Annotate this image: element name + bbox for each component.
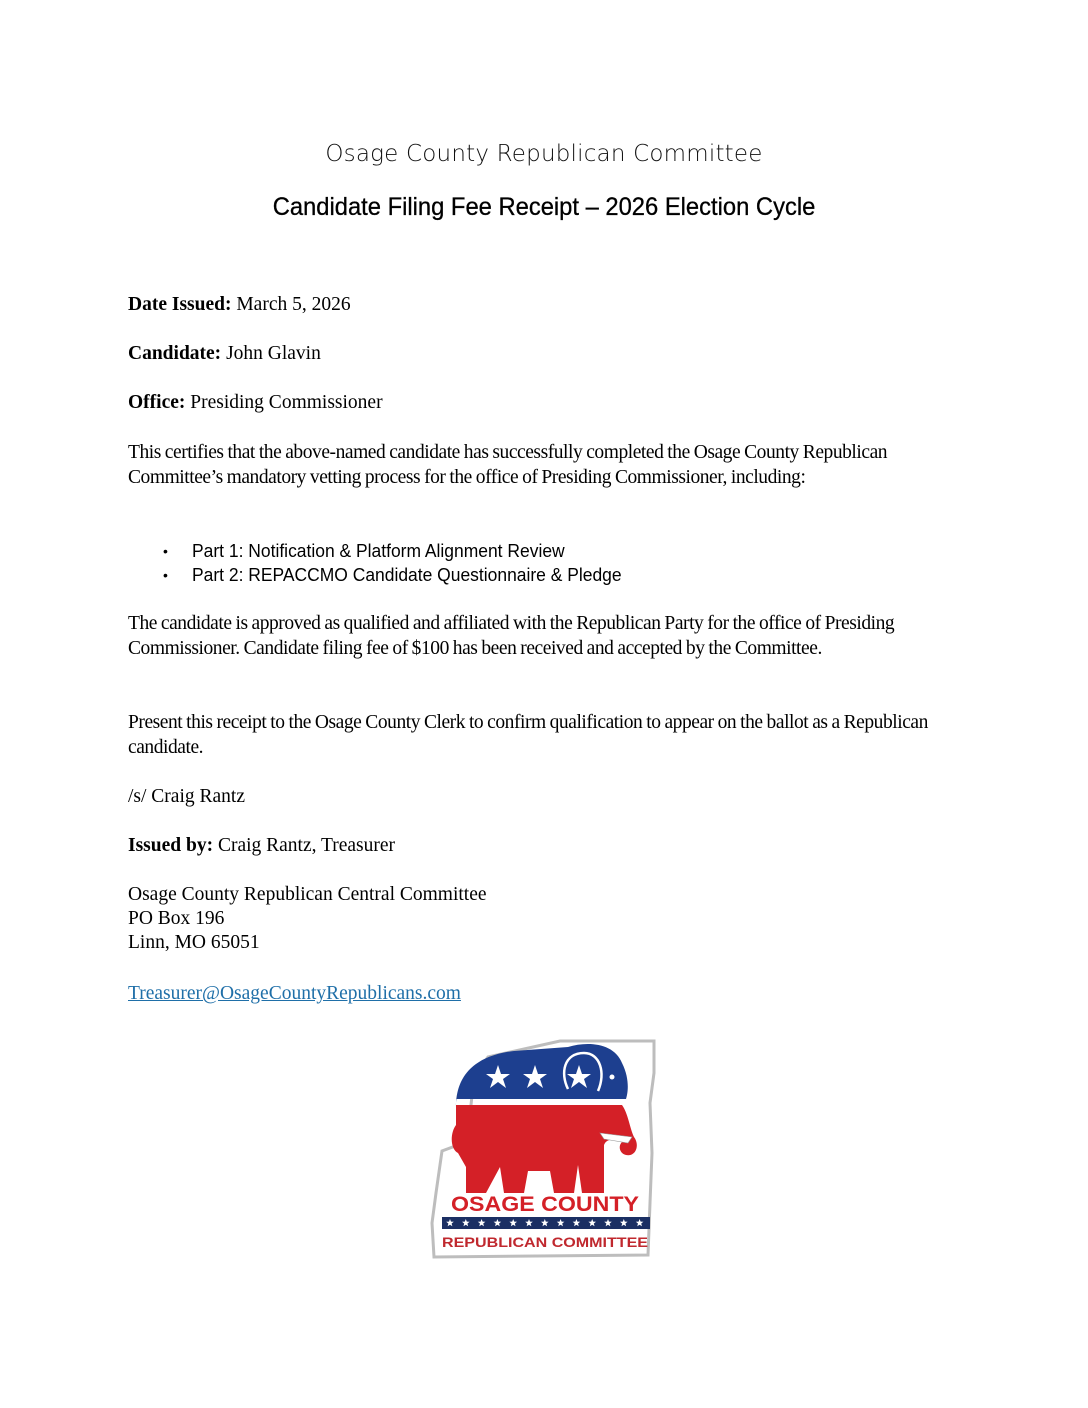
issued-by-value: Craig Rantz, Treasurer — [217, 835, 396, 856]
list-item — [128, 563, 635, 587]
email-link[interactable]: Treasurer@OsageCountyRepublicans.com — [128, 983, 461, 1004]
address-line-1: Osage County Republican Central Committee — [128, 884, 487, 905]
logo-line-1: OSAGE COUNTY — [451, 1193, 639, 1216]
address-line-3: Linn, MO 65051 — [128, 932, 260, 953]
date-issued-value: March 5, 2026 — [236, 294, 351, 315]
date-issued-field — [128, 293, 351, 317]
vetting-parts-list — [128, 539, 635, 587]
signature-line: /s/ Craig Rantz — [128, 786, 245, 807]
logo-line-2: REPUBLICAN COMMITTEE — [442, 1234, 648, 1250]
email-container — [128, 982, 461, 1006]
issued-by-label: Issued by: — [128, 835, 214, 856]
list-item — [128, 539, 635, 563]
candidate-value: John Glavin — [226, 343, 321, 364]
elephant-eye — [610, 1075, 615, 1080]
issued-by-field — [128, 834, 395, 858]
approval-paragraph: The candidate is approved as qualified and affiliated with the Republican Party for the office of Presiding Commissioner. Candidate filing fee of $100 has been received and accepted by the Committee. — [128, 613, 895, 659]
bullet-icon: • — [163, 543, 168, 559]
instruction-paragraph: Present this receipt to the Osage County Clerk to confirm qualification to appear on the ballot as a Republican candidate. — [128, 712, 928, 758]
office-label: Office: — [128, 392, 186, 413]
office-value: Presiding Commissioner — [190, 392, 383, 413]
certification-paragraph: This certifies that the above-named candidate has successfully completed the Osage County Republican Committee’s mandatory vetting process for the office of Presiding Commissioner, including: — [128, 442, 888, 488]
organization-heading: Osage County Republican Committee — [325, 141, 763, 167]
candidate-label: Candidate: — [128, 343, 222, 364]
committee-logo — [428, 1033, 662, 1261]
bullet-icon: • — [163, 567, 168, 583]
part-1-text: Part 1: Notification & Platform Alignment Review — [192, 541, 565, 561]
address-line-2: PO Box 196 — [128, 908, 225, 929]
candidate-field — [128, 342, 321, 366]
document-title: Candidate Filing Fee Receipt – 2026 Election Cycle — [272, 193, 816, 221]
date-issued-label: Date Issued: — [128, 294, 232, 315]
address-block — [128, 883, 487, 955]
office-field — [128, 391, 383, 415]
part-2-text: Part 2: REPACCMO Candidate Questionnaire & Pledge — [192, 565, 622, 585]
